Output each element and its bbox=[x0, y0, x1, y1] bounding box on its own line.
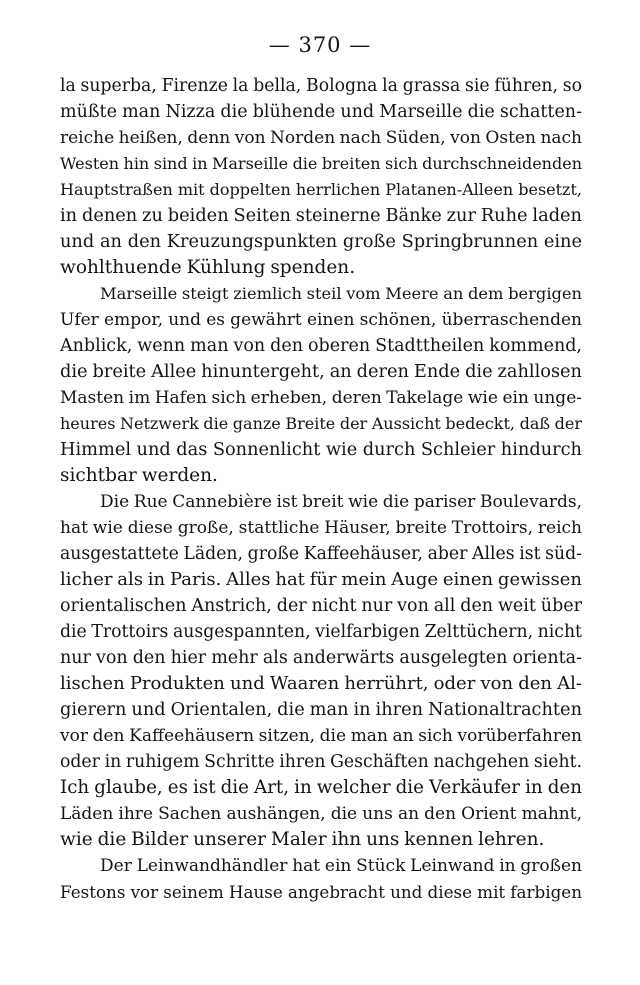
paragraph bbox=[60, 853, 582, 905]
text-line: müßte man Nizza die blühende und Marseille die schatten- bbox=[60, 102, 582, 122]
text-line: Festons vor seinem Hause angebracht und diese mit farbigen bbox=[60, 882, 582, 902]
text-line: vor den Kaffeehäusern sitzen, die man an sich vorüberfahren bbox=[60, 726, 582, 746]
text-line: die Trottoirs ausgespannten, vielfarbigen Zelttüchern, nicht bbox=[60, 622, 582, 642]
text-line: nur von den hier mehr als anderwärts ausgelegten orienta- bbox=[60, 648, 582, 668]
paragraph bbox=[60, 73, 582, 281]
text-line: la superba, Firenze la bella, Bologna la grassa sie führen, so bbox=[60, 76, 582, 96]
text-line: Der Leinwandhändler hat ein Stück Leinwand in großen bbox=[100, 856, 582, 876]
paragraph bbox=[60, 489, 582, 853]
body-text bbox=[60, 73, 582, 905]
text-line: Läden ihre Sachen aushängen, die uns an den Orient mahnt, bbox=[60, 804, 582, 824]
text-line: in denen zu beiden Seiten steinerne Bänke zur Ruhe laden bbox=[60, 206, 582, 226]
text-line: ausgestattete Läden, große Kaffeehäuser, aber Alles ist süd- bbox=[60, 544, 582, 564]
text-line: heures Netzwerk die ganze Breite der Aussicht bedeckt, daß der bbox=[60, 414, 582, 433]
text-line: lischen Produkten und Waaren herrührt, oder von den Al- bbox=[60, 673, 582, 694]
page-number: — 370 — bbox=[268, 33, 372, 57]
text-line: wohlthuende Kühlung spenden. bbox=[60, 257, 356, 278]
text-line: oder in ruhigem Schritte ihren Geschäften nachgehen sieht. bbox=[60, 752, 582, 772]
text-line: Marseille steigt ziemlich steil vom Meere an dem bergigen bbox=[100, 284, 582, 303]
text-line: die breite Allee hinuntergeht, an deren Ende die zahllosen bbox=[60, 362, 582, 382]
text-line: Ufer empor, und es gewährt einen schönen, überraschenden bbox=[60, 310, 582, 330]
text-line: hat wie diese große, stattliche Häuser, breite Trottoirs, reich bbox=[60, 518, 582, 538]
text-line: Ich glaube, es ist die Art, in welcher die Verkäufer in den bbox=[60, 777, 582, 798]
text-line: Himmel und das Sonnenlicht wie durch Schleier hindurch bbox=[60, 440, 582, 460]
text-line: Masten im Hafen sich erheben, deren Takelage wie ein unge- bbox=[60, 388, 582, 408]
text-line: sichtbar werden. bbox=[60, 465, 218, 486]
text-line: Die Rue Cannebière ist breit wie die pariser Boulevards, bbox=[100, 492, 582, 512]
text-line: und an den Kreuzungspunkten große Springbrunnen eine bbox=[60, 232, 582, 252]
text-line: wie die Bilder unserer Maler ihn uns kennen lehren. bbox=[60, 829, 545, 850]
text-line: licher als in Paris. Alles hat für mein Auge einen gewissen bbox=[60, 569, 582, 590]
text-line: orientalischen Anstrich, der nicht nur von all den weit über bbox=[60, 596, 582, 616]
text-line: gierern und Orientalen, die man in ihren Nationaltrachten bbox=[60, 700, 582, 720]
text-line: Hauptstraßen mit doppelten herrlichen Platanen-Alleen besetzt, bbox=[60, 180, 582, 199]
text-line: Anblick, wenn man von den oberen Stadttheilen kommend, bbox=[60, 336, 582, 356]
text-line: Westen hin sind in Marseille die breiten sich durchschneidenden bbox=[60, 154, 582, 173]
paragraph bbox=[60, 281, 582, 489]
text-line: reiche heißen, denn von Norden nach Süden, von Osten nach bbox=[60, 128, 582, 148]
